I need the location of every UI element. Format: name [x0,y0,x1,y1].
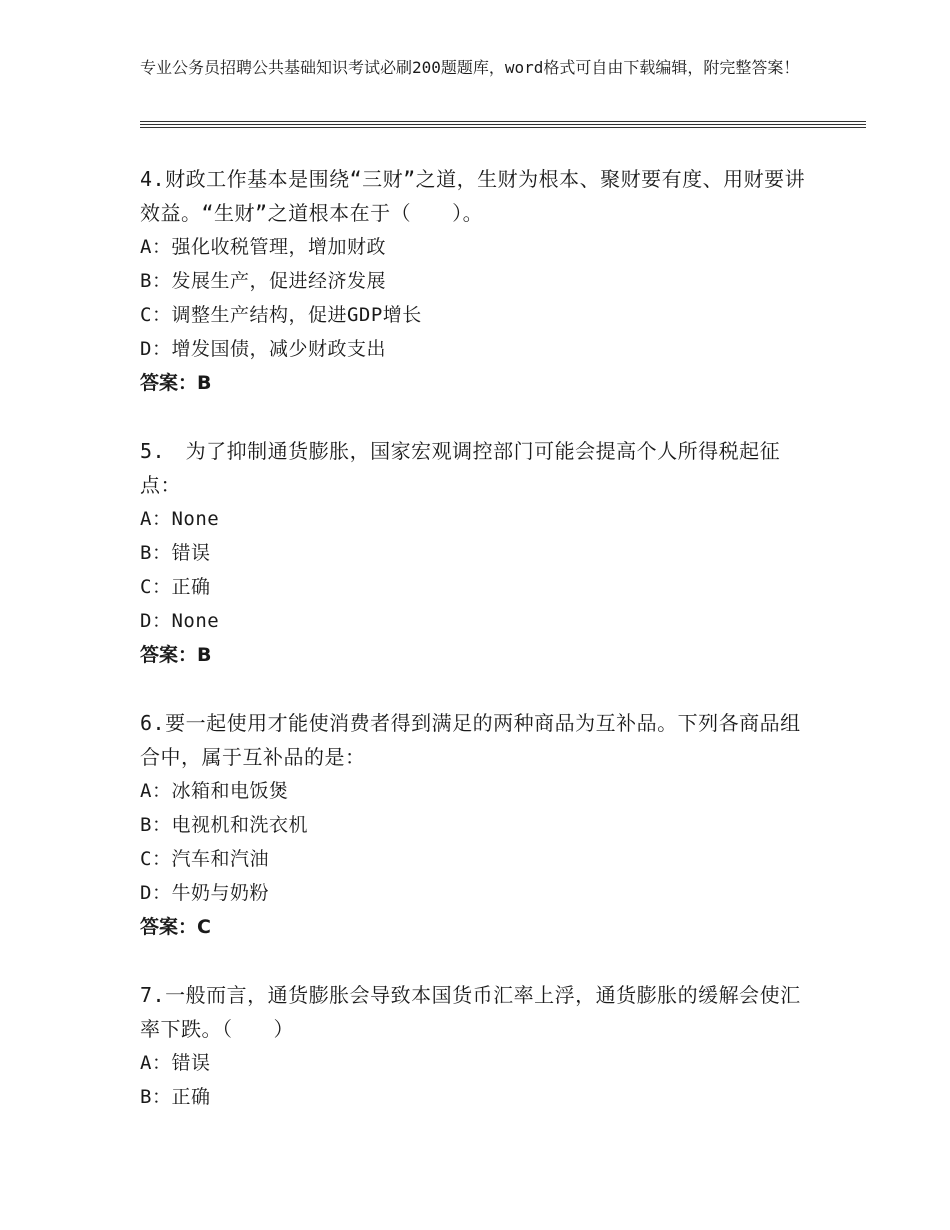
option-d: D：None [140,610,220,632]
answer-label: 答案：B [140,372,212,394]
page-header: 专业公务员招聘公共基础知识考试必刷200题题库，word格式可自由下载编辑，附完整答案！ [140,58,800,77]
question-4 [140,162,820,400]
question-list [140,162,820,1148]
option-c: C：正确 [140,576,211,598]
option-a: A：强化收税管理，增加财政 [140,236,386,258]
header-rule [140,124,866,125]
answer-label: 答案：B [140,644,212,666]
option-a: A：错误 [140,1052,211,1074]
option-d: D：增发国债，减少财政支出 [140,338,386,360]
question-7 [140,978,820,1114]
question-text: 4.财政工作基本是围绕“三财”之道，生财为根本、聚财要有度、用财要讲效益。“生财”之道根本在于（ ）。 [140,167,806,225]
question-6 [140,706,820,944]
question-text: 7.一般而言，通货膨胀会导致本国货币汇率上浮，通货膨胀的缓解会使汇率下跌。（ ） [140,983,801,1041]
option-a: A：冰箱和电饭煲 [140,780,289,802]
option-a: A：None [140,508,220,530]
option-b: B：错误 [140,542,211,564]
option-b: B：电视机和洗衣机 [140,814,308,836]
question-5 [140,434,820,672]
question-text: 5. 为了抑制通货膨胀，国家宏观调控部门可能会提高个人所得税起征点： [140,439,781,497]
header-rule [140,121,866,122]
option-c: C：调整生产结构，促进GDP增长 [140,304,422,326]
option-b: B：发展生产，促进经济发展 [140,270,386,292]
question-text: 6.要一起使用才能使消费者得到满足的两种商品为互补品。下列各商品组合中，属于互补品的是： [140,711,801,769]
option-b: B：正确 [140,1086,211,1108]
answer-label: 答案：C [140,916,211,938]
header-rule [140,127,866,128]
option-c: C：汽车和汽油 [140,848,269,870]
option-d: D：牛奶与奶粉 [140,882,269,904]
